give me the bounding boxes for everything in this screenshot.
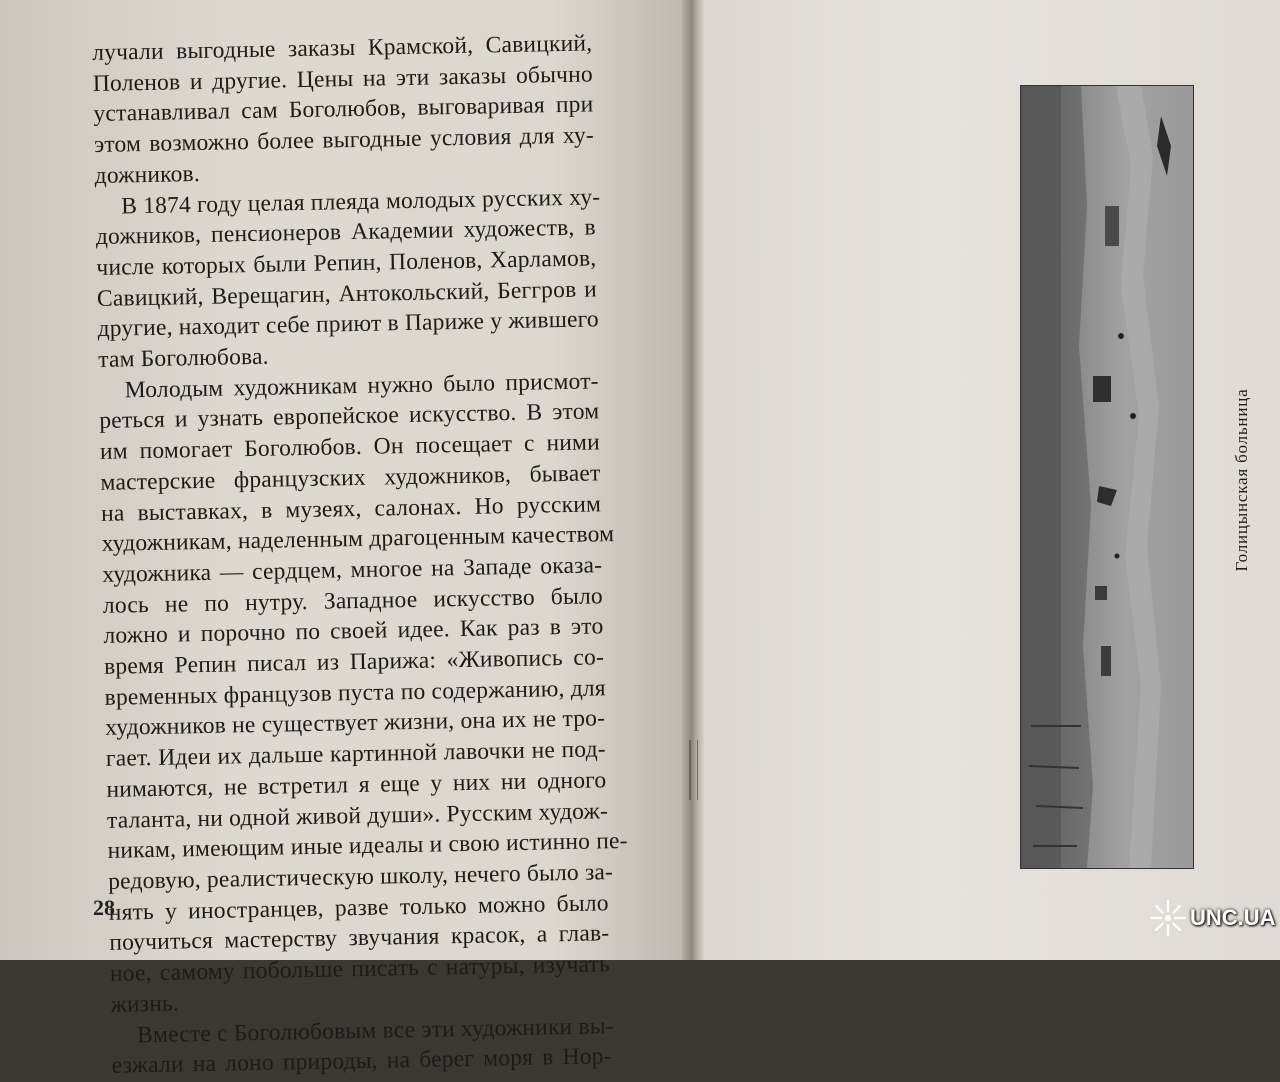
text-line: дожников. [94,160,201,189]
text-line: время Репин писал из Парижа: «Живопись со- [103,644,605,680]
text-line: В 1874 году целая плеяда молодых русских ху- [120,183,601,219]
text-line: дожников, пенсионеров Академии художеств, в [95,214,596,251]
page-number: 28 [93,895,115,920]
text-line: ложно и порочно по своей идее. Как раз в это [103,613,604,650]
text-line: таланта, ни одной живой души». Русским худож- [106,797,609,834]
text-line: гает. Идеи их дальше картинной лавочки не под- [105,736,607,773]
book-gutter [682,0,704,960]
text-line: временных французов пуста по содержанию, для [104,675,607,711]
illustration-landscape [1021,86,1193,868]
text-line: художников не существует жизни, она их не тро- [105,705,606,742]
text-line: им помогает Боголюбов. Он посещает с ними [99,429,601,466]
text-line: Молодым художникам нужно было присмот- [124,368,599,404]
text-line: лось не по нутру. Западное искусство было [102,582,604,619]
text-line: редовую, реалистическую школу, нечего было за- [107,859,614,895]
text-line: мастерские французских художников, бывает [100,460,601,496]
text-line: устанавливал сам Боголюбов, выговаривая при [93,91,594,128]
text-line: нимаются, не встретил я еще у них ни одного [106,767,607,803]
text-line: художникам, наделенным драгоценным качеством [101,521,615,558]
text-line: поучиться мастерству звучания красок, а глав- [109,920,610,957]
body-text [92,28,628,1081]
text-line: этом возможно более выгодные условия для ху- [93,122,595,159]
text-line: другие, находит себе приют в Париже у жившего [97,306,600,343]
text-line: ное, самому побольше писать с натуры, изучать [109,951,611,987]
text-line: Поленов и другие. Цены на эти заказы обычно [92,61,594,97]
illustration-plate [1020,85,1194,869]
text-line: реться и узнать европейское искусство. В этом [99,398,600,435]
text-line: Савицкий, Верещагин, Антокольский, Беггров и [96,275,598,312]
watermark [1148,898,1276,938]
text-line: жизнь. [110,990,180,1018]
illustration-caption: Голицынская больница [1232,388,1251,572]
watermark-text: UNC.UA [1190,905,1276,930]
text-line: Вместе с Боголюбовым все эти художники вы- [136,1012,614,1048]
text-line: там Боголюбова. [97,343,269,373]
text-line: лучали выгодные заказы Крамской, Савицкий, [92,30,593,66]
text-line: нять у иностранцев, разве только можно было [108,889,609,926]
star-burst-icon [1148,898,1188,938]
text-line: художника — сердцем, многое на Западе оказа- [102,552,603,588]
text-line: на выставках, в музеях, салонах. Но русским [100,490,602,527]
text-line: числе которых были Репин, Поленов, Харламов, [96,245,597,281]
binding-stitch [689,740,698,800]
text-line: езжали на лоно природы, на берег моря в Нор- [111,1043,612,1080]
text-line: никам, имеющим иные идеалы и свою истинно пе- [107,828,628,865]
